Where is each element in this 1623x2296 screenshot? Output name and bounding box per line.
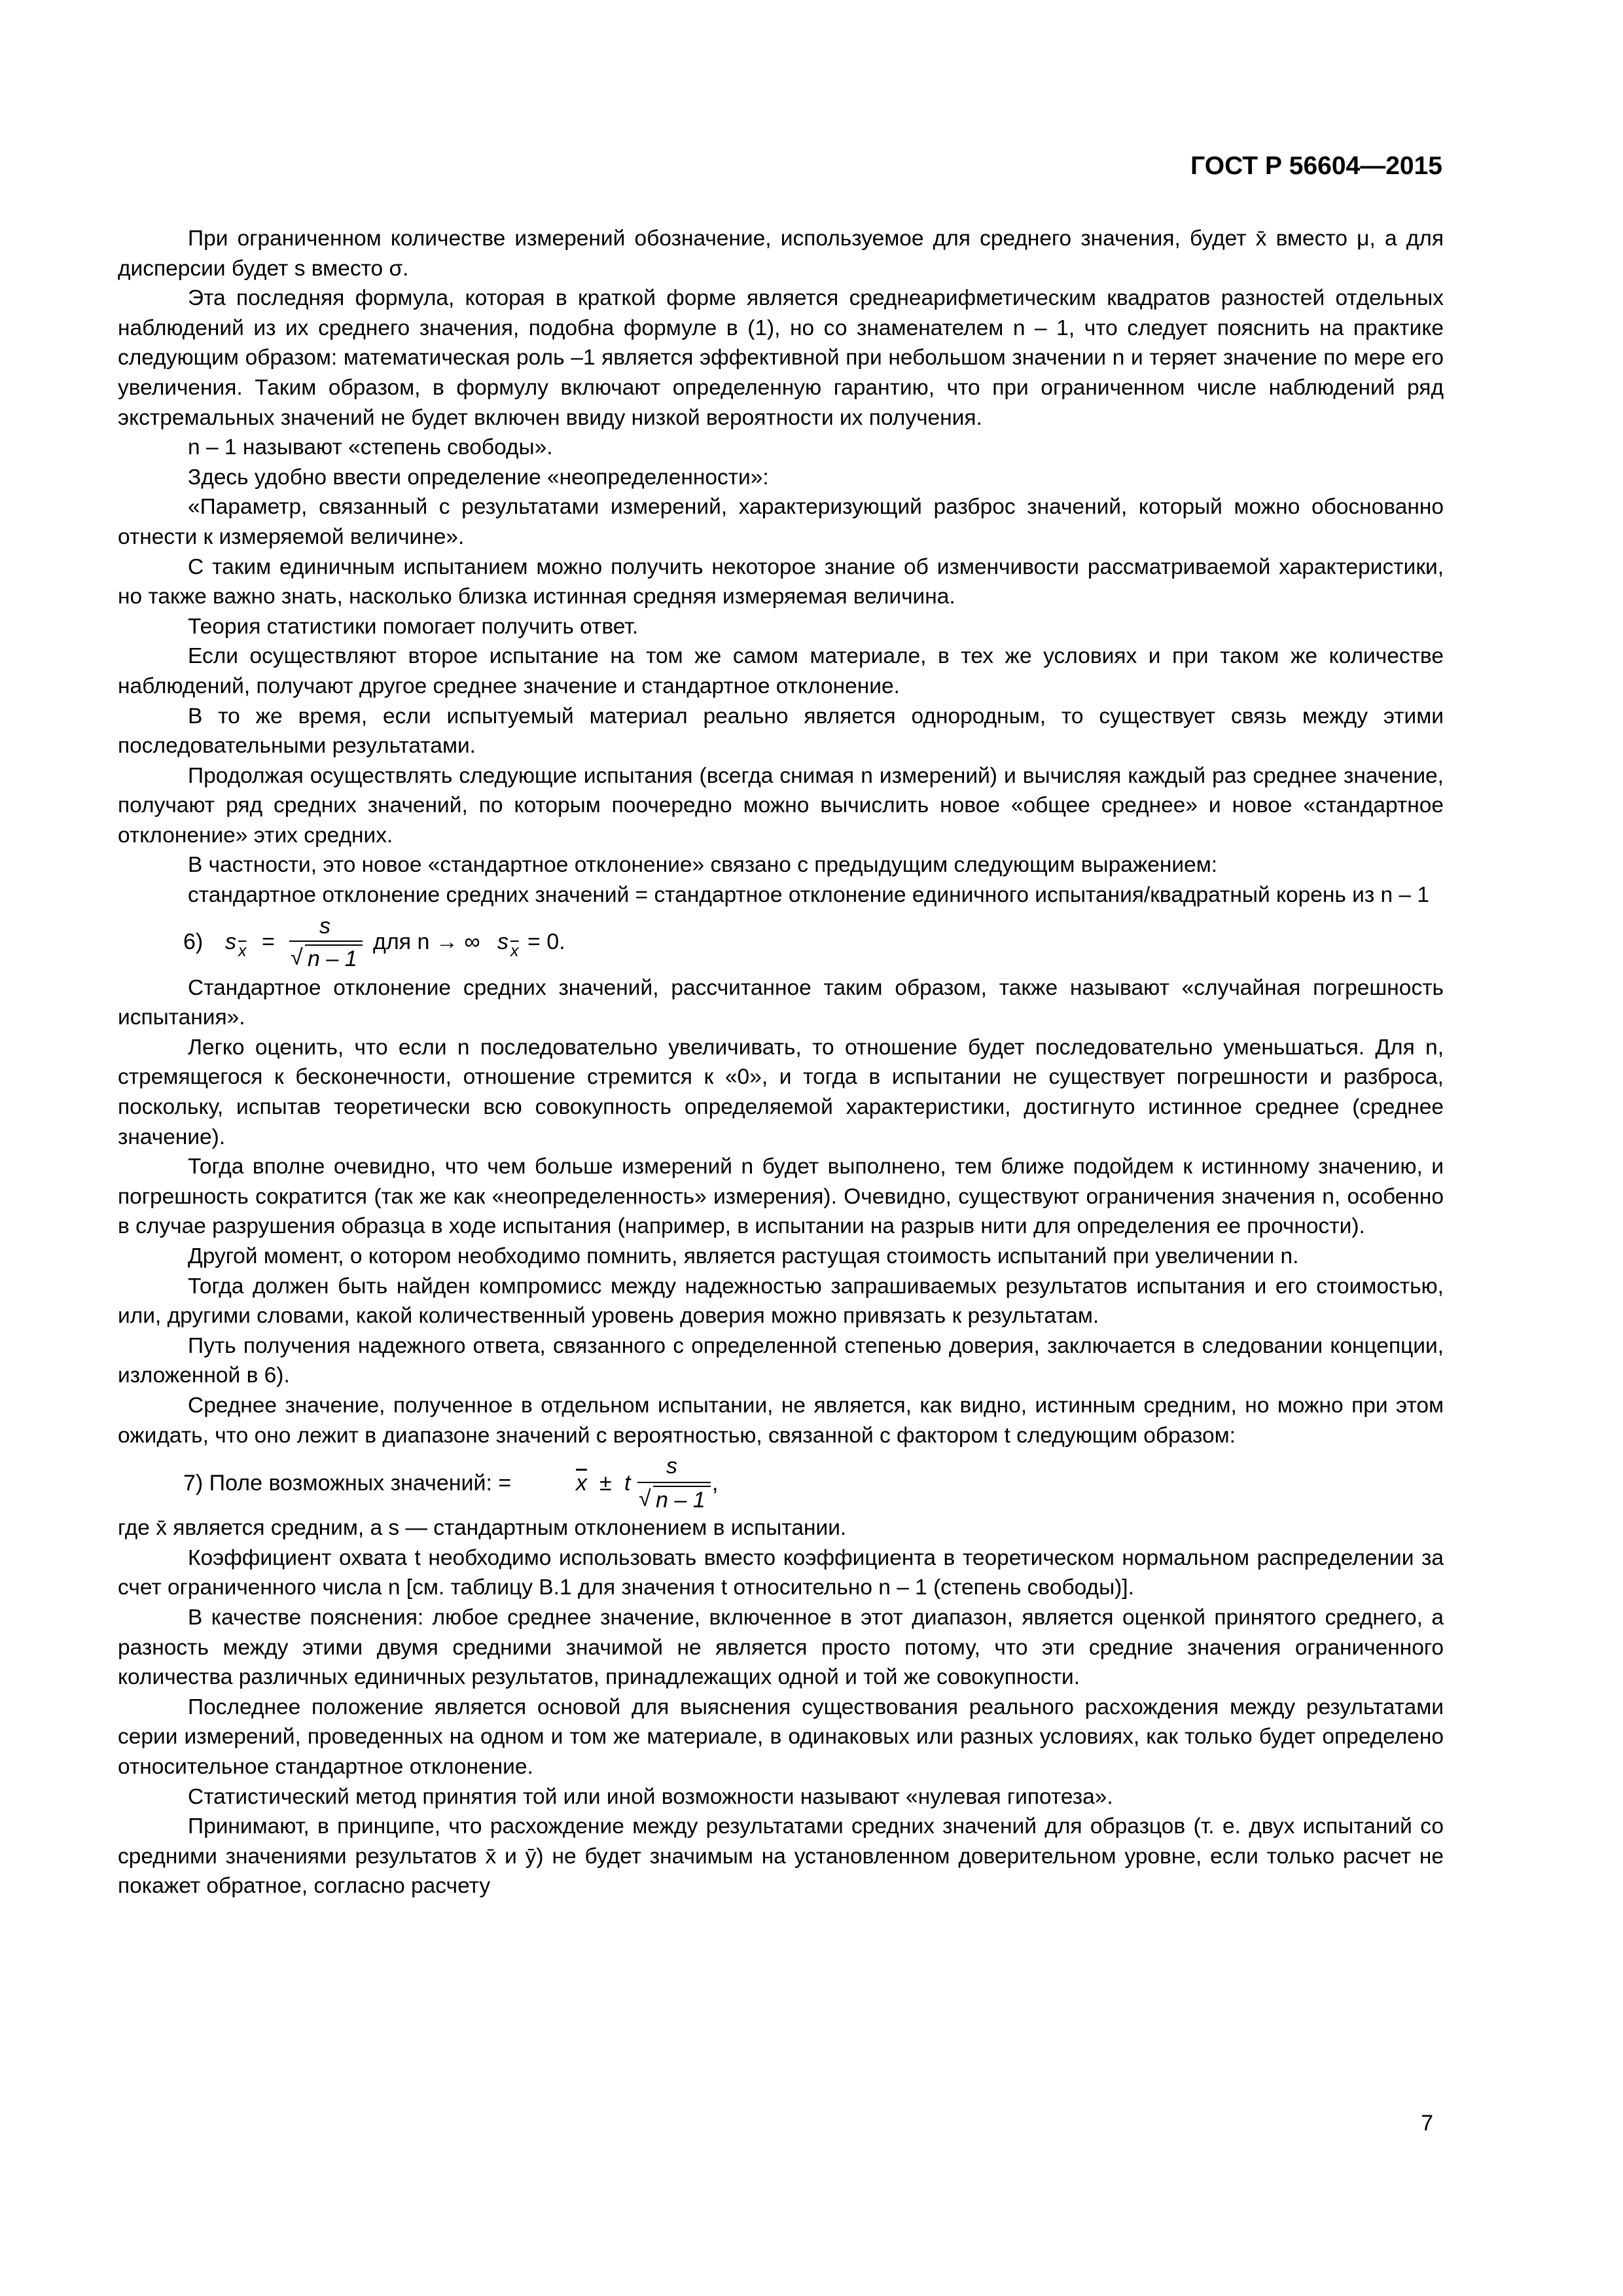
sqrt-icon: √: [291, 944, 303, 970]
formula-rhs-value: = 0.: [527, 929, 565, 954]
formula-equals: =: [262, 929, 275, 954]
page-number: 7: [1421, 2111, 1433, 2136]
paragraph: Коэффициент охвата t необходимо использовать вместо коэффициента в теоретическом нормальном распределении за счет ограниченного числа n [см. таблицу В.1 для значения t относительно n – 1 (степень свободы)].: [118, 1545, 1444, 1600]
formula-7: [118, 1450, 1444, 1513]
paragraph: Легко оценить, что если n последовательно увеличивать, то отношение будет последовательно уменьшаться. Для n, стремящегося к бесконечности, отношение стремится к «0», и тогда в испытании не существует погрешности и разброса, поскольку, испытав теоретически всю совокупность определяемой характеристики, достигнуто истинное среднее (среднее значение).: [118, 1035, 1444, 1149]
paragraph: Другой момент, о котором необходимо помнить, является растущая стоимость испытаний при увеличении n.: [188, 1244, 1299, 1268]
paragraph: Тогда вполне очевидно, что чем больше измерений n будет выполнено, тем ближе подойдем к истинному значению, и погрешность сократится (так же как «неопределенность» измерения). Очевидно, существуют ограничения значения n, особенно в случае разрушения образца в ходе испытания (например, в испытании на разрыв нити для определения ее прочности).: [118, 1155, 1444, 1239]
paragraph: При ограниченном количестве измерений обозначение, используемое для среднего значения, будет x̄ вместо μ, а для дисперсии будет s вместо σ.: [118, 226, 1444, 281]
paragraph: n – 1 называют «степень свободы».: [188, 435, 553, 460]
fraction-bar: [637, 1482, 711, 1483]
formula-t-factor: t: [624, 1471, 631, 1496]
formula-plus-minus: ±: [599, 1471, 612, 1496]
sqrt-icon: √: [639, 1486, 651, 1512]
formula-mean-symbol: $\overline{x}$: [576, 1471, 587, 1496]
paragraph: Продолжая осуществлять следующие испытания (всегда снимая n измерений) и вычисляя каждый раз среднее значение, получают ряд средних значений, по которым поочередно можно вычислить новое «общее среднее» и новое «стандартное отклонение» этих средних.: [118, 763, 1444, 848]
formula-label: 6): [183, 929, 204, 954]
formula-lhs-subscript: $\overline{x}$: [238, 941, 247, 960]
formula-rhs-symbol: s: [497, 929, 508, 954]
formula-denominator: n – 1: [656, 1488, 705, 1513]
paragraph: Если осуществляют второе испытание на том же самом материале, в тех же условиях и при таком же количестве наблюдений, получают другое среднее значение и стандартное отклонение.: [118, 644, 1444, 698]
paragraph: С таким единичным испытанием можно получить некоторое знание об изменчивости рассматриваемой характеристики, но также важно знать, насколько близка истинная средняя измеряемая величина.: [118, 554, 1444, 609]
paragraph: Стандартное отклонение средних значений, рассчитанное таким образом, также называют «случайная погрешность испытания».: [118, 975, 1444, 1030]
paragraph: где x̄ является средним, а s — стандартным отклонением в испытании.: [118, 1516, 847, 1541]
paragraph: Теория статистики помогает получить ответ.: [188, 614, 639, 639]
paragraph: стандартное отклонение средних значений = стандартное отклонение единичного испытания/квадратный корень из n – 1: [188, 883, 1430, 908]
paragraph: Последнее положение является основой для выяснения существования реального расхождения между результатами серии измерений, проведенных на одном и том же материале, в одинаковых или разных условиях, как только будет определено относительное стандартное отклонение.: [118, 1695, 1444, 1779]
formula-rhs-subscript: $\overline{x}$: [510, 941, 519, 960]
paragraph: Статистический метод принятия той или иной возможности называют «нулевая гипотеза».: [188, 1784, 1113, 1809]
paragraph: Здесь удобно ввести определение «неопределенности»:: [188, 465, 769, 490]
document-code: ГОСТ Р 56604—2015: [1190, 152, 1442, 180]
formula-lhs-symbol: s: [225, 929, 236, 954]
formula-denominator: n – 1: [308, 946, 357, 971]
formula-label: 7) Поле возможных значений: =: [183, 1471, 512, 1496]
paragraph: «Параметр, связанный с результатами измерений, характеризующий разброс значений, который можно обоснованно отнести к измеряемой величине».: [118, 495, 1444, 549]
paragraph: Тогда должен быть найден компромисс между надежностью запрашиваемых результатов испытания и его стоимостью, или, другими словами, какой количественный уровень доверия можно привязать к результатам.: [118, 1274, 1444, 1329]
formula-numerator: s: [319, 913, 330, 939]
paragraph: Принимают, в принципе, что расхождение между результатами средних значений для образцов (т. е. двух испытаний со средними значениями результатов x̄ и ȳ) не будет значимым на установленном доверительном уровне, если только расчет не покажет обратное, согласно расчету: [118, 1814, 1444, 1899]
paragraph: Эта последняя формула, которая в краткой форме является среднеарифметическим квадратов разностей отдельных наблюдений из их среднего значения, подобна формуле в (1), но со знаменателем n – 1, что следует пояснить на практике следующим образом: математическая роль –1 является эффективной при небольшом значении n и теряет значение по мере его увеличения. Таким образом, в формулу включают определенную гарантию, что при ограниченном числе наблюдений ряд экстремальных значений не будет включен ввиду низкой вероятности их получения.: [118, 286, 1444, 430]
formula-tail: ,: [712, 1471, 719, 1496]
paragraph: Путь получения надежного ответа, связанного с определенной степенью доверия, заключается в следовании концепции, изложенной в 6).: [118, 1333, 1444, 1388]
fraction-bar: [289, 941, 363, 942]
formula-condition: для n → ∞: [373, 929, 480, 954]
paragraph: В частности, это новое «стандартное отклонение» связано с предыдущим следующим выражением:: [188, 853, 1218, 878]
paragraph: В качестве пояснения: любое среднее значение, включенное в этот диапазон, является оценкой принятого среднего, а разность между этими двумя средними значимой не является просто потому, что эти средние значения ограниченного количества различных единичных результатов, принадлежащих одной и той же совокупности.: [118, 1605, 1444, 1690]
paragraph: В то же время, если испытуемый материал реально является однородным, то существует связь между этими последовательными результатами.: [118, 704, 1444, 759]
formula-6: [118, 910, 1444, 973]
paragraph: Среднее значение, полученное в отдельном испытании, не является, как видно, истинным средним, но можно при этом ожидать, что оно лежит в диапазоне значений с вероятностью, связанной с фактором t следующим образом:: [118, 1393, 1444, 1448]
page-body: [118, 224, 1444, 1901]
formula-numerator: s: [666, 1454, 677, 1479]
